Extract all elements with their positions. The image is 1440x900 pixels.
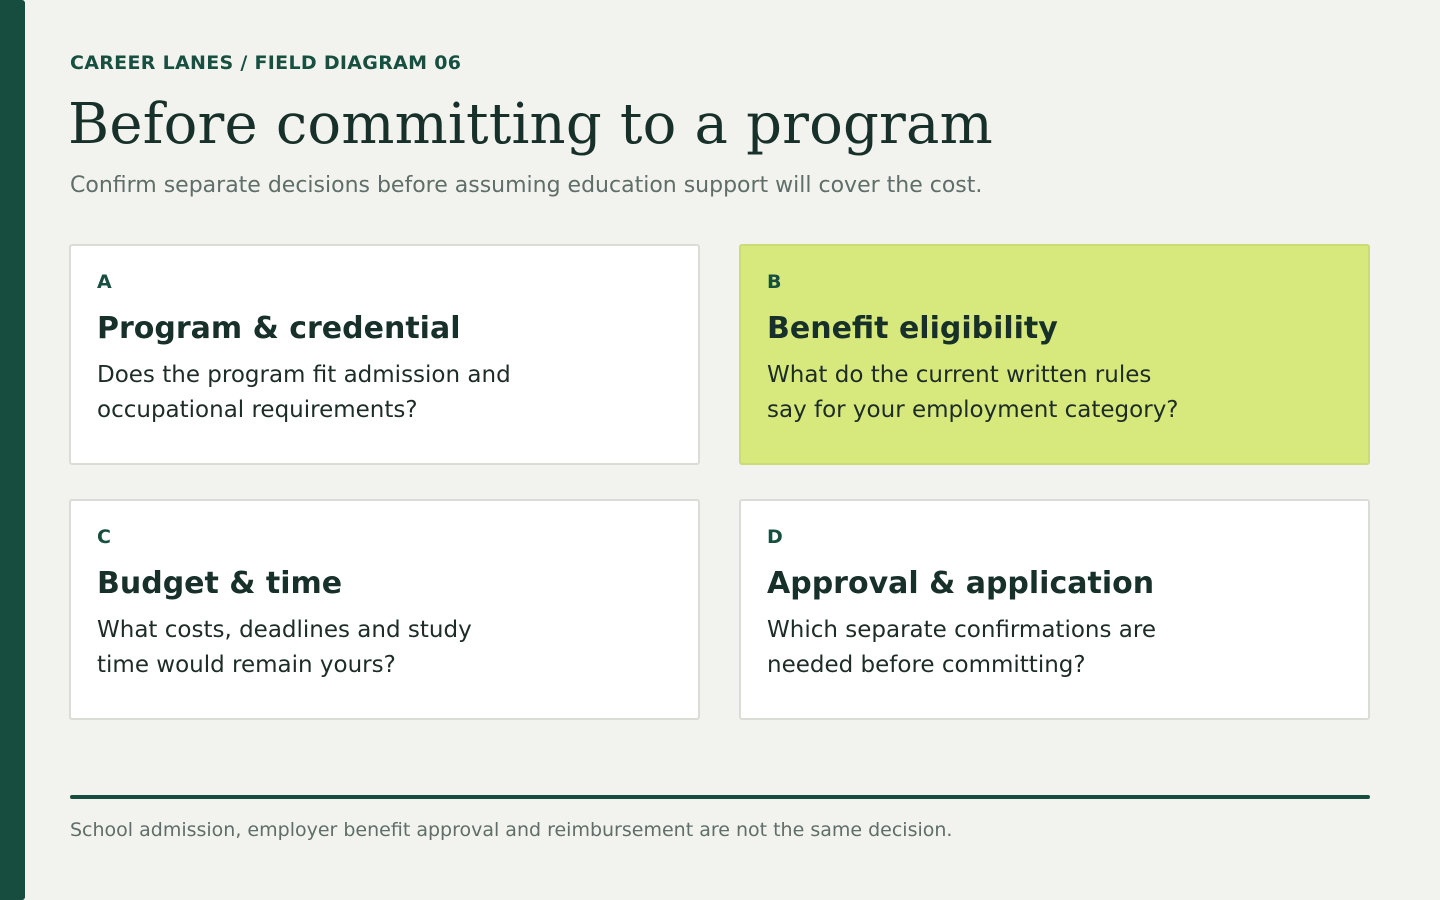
card-approval-application bbox=[739, 499, 1370, 720]
footer-divider bbox=[70, 795, 1370, 799]
card-text: What do the current written rules say for your employment category? bbox=[767, 362, 1179, 423]
card-letter: A bbox=[97, 271, 112, 293]
card-benefit-eligibility bbox=[739, 244, 1370, 465]
card-title: Budget & time bbox=[97, 566, 343, 601]
card-text: Does the program fit admission and occupational requirements? bbox=[97, 362, 511, 423]
page-title: Before committing to a program bbox=[68, 92, 993, 157]
card-title: Benefit eligibility bbox=[767, 311, 1058, 346]
card-title: Program & credential bbox=[97, 311, 461, 346]
card-program-credential bbox=[69, 244, 700, 465]
card-letter: D bbox=[767, 526, 783, 548]
accent-side-bar bbox=[0, 0, 25, 900]
eyebrow-label: CAREER LANES / FIELD DIAGRAM 06 bbox=[70, 52, 462, 74]
card-text: Which separate confirmations are needed before committing? bbox=[767, 617, 1156, 678]
card-letter: B bbox=[767, 271, 782, 293]
card-budget-time bbox=[69, 499, 700, 720]
page-subtitle: Confirm separate decisions before assuming education support will cover the cost. bbox=[70, 173, 983, 198]
card-letter: C bbox=[97, 526, 111, 548]
card-title: Approval & application bbox=[767, 566, 1155, 601]
footer-note: School admission, employer benefit approval and reimbursement are not the same decision. bbox=[70, 819, 953, 841]
card-text: What costs, deadlines and study time would remain yours? bbox=[97, 617, 472, 678]
